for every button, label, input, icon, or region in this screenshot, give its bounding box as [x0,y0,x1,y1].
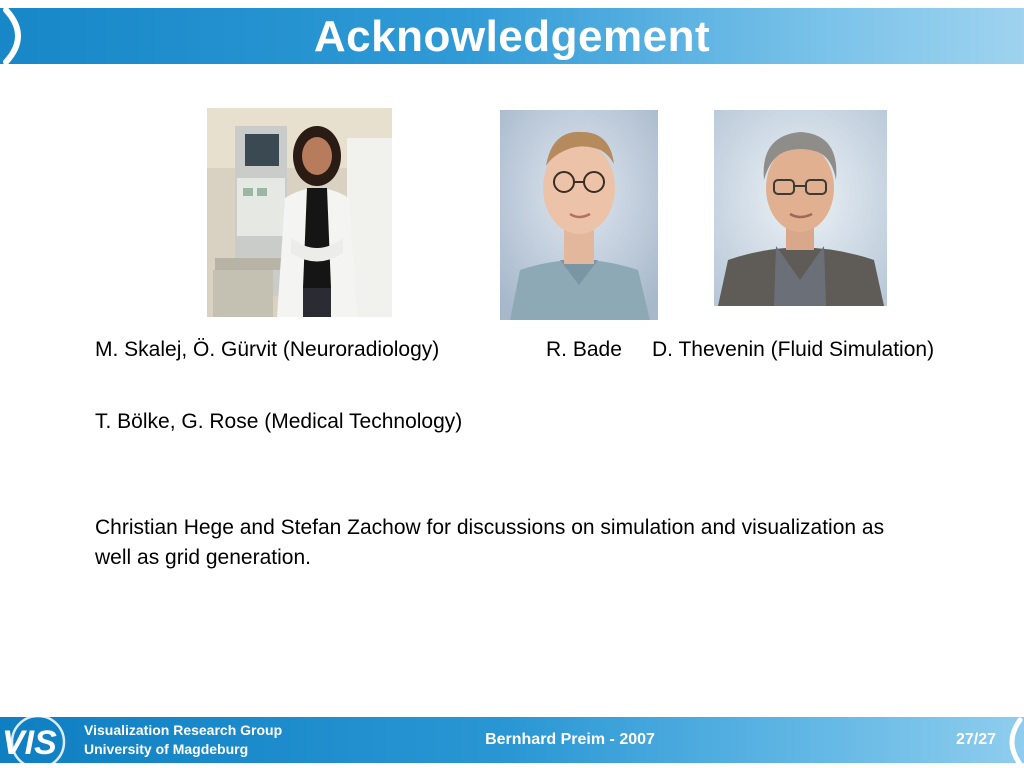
author-footer: Bernhard Preim - 2007 [485,731,655,748]
caption-bade: R. Bade [546,338,622,361]
bracket-right-icon [1000,712,1024,768]
logo-text: VIS [2,724,57,762]
discussion-paragraph: Christian Hege and Stefan Zachow for discussions on simulation and visualization as well as grid generation. [95,516,885,569]
photo-man-1 [500,110,658,320]
caption-neuroradiology: M. Skalej, Ö. Gürvit (Neuroradiology) [95,338,440,361]
page-title: Acknowledgement [313,12,711,61]
page-number: 27/27 [955,731,996,748]
photo-man-2 [714,110,887,306]
vis-logo-icon [0,712,80,768]
photo-woman [207,108,392,317]
university-name: University of Magdeburg [84,741,249,757]
group-name: Visualization Research Group [84,722,283,738]
caption-fluid-simulation: D. Thevenin (Fluid Simulation) [652,338,935,361]
medical-technology-line: T. Bölke, G. Rose (Medical Technology) [95,410,463,433]
